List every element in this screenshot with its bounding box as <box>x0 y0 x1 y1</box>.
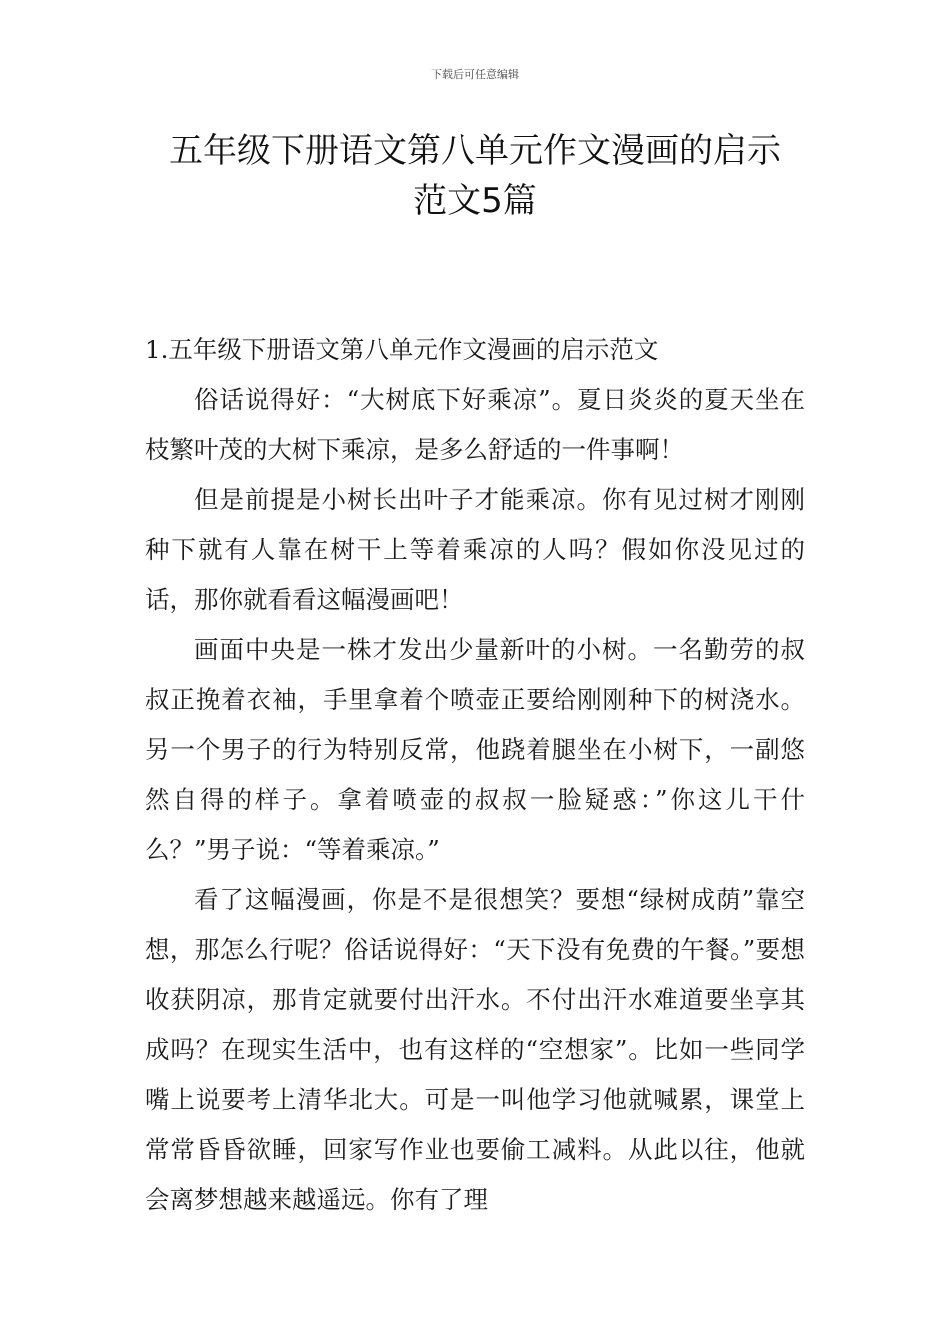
document-body <box>145 325 805 1225</box>
document-title <box>145 126 805 226</box>
document-title-line-2: 范文5篇 <box>413 181 537 221</box>
paragraph-2: 但是前提是小树长出叶子才能乘凉。你有见过树才刚刚种下就有人靠在树干上等着乘凉的人吗？假如你没见过的话，那你就看看这幅漫画吧！ <box>145 485 805 614</box>
paragraph-4: 看了这幅漫画，你是不是很想笑？要想“绿树成荫”靠空想，那怎么行呢？俗话说得好：“天下没有免费的午餐。”要想收获阴凉，那肯定就要付出汗水。不付出汗水难道要坐享其成吗？在现实生活中，也有这样的“空想家”。比如一些同学嘴上说要考上清华北大。可是一叫他学习他就喊累，课堂上常常昏昏欲睡，回家写作业也要偷工减料。从此以往，他就会离梦想越来越遥远。你有了理 <box>145 885 805 1214</box>
document-title-line-1: 五年级下册语文第八单元作文漫画的启示 <box>169 131 781 171</box>
section-heading: 1.五年级下册语文第八单元作文漫画的启示范文 <box>145 335 659 364</box>
header-note: 下载后可任意编辑 <box>431 68 519 81</box>
paragraph-3: 画面中央是一株才发出少量新叶的小树。一名勤劳的叔叔正挽着衣袖，手里拿着个喷壶正要给刚刚种下的树浇水。另一个男子的行为特别反常，他跷着腿坐在小树下，一副悠然自得的样子。拿着喷壶的叔叔一脸疑惑：”你这儿干什么？”男子说：“等着乘凉。” <box>145 635 805 864</box>
paragraph-1: 俗话说得好：“大树底下好乘凉”。夏日炎炎的夏天坐在枝繁叶茂的大树下乘凉，是多么舒适的一件事啊！ <box>145 385 805 464</box>
